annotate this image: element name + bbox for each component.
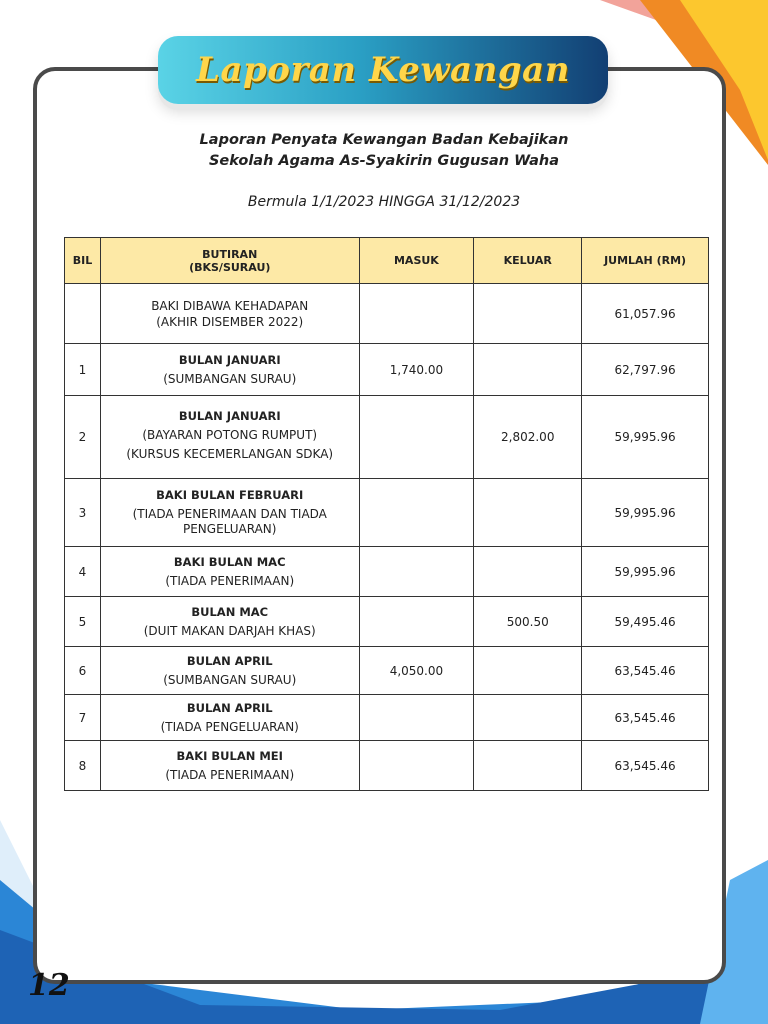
item-title: BULAN APRIL bbox=[186, 653, 273, 668]
cell-masuk bbox=[359, 284, 474, 344]
cell-butiran bbox=[100, 396, 359, 479]
item-detail: (AKHIR DISEMBER 2022) bbox=[156, 314, 304, 329]
item-title: BULAN JANUARI bbox=[178, 408, 281, 423]
cell-jumlah: 59,995.96 bbox=[582, 547, 709, 597]
report-period: Bermula 1/1/2023 HINGGA 31/12/2023 bbox=[247, 194, 521, 210]
cell-butiran bbox=[100, 695, 359, 741]
item-title: BAKI BULAN MAC bbox=[173, 554, 286, 569]
cell-butiran bbox=[100, 284, 359, 344]
cell-butiran bbox=[100, 741, 359, 791]
item-detail: (TIADA PENERIMAAN) bbox=[165, 573, 295, 588]
item-detail: BAKI DIBAWA KEHADAPAN bbox=[151, 298, 309, 313]
cell-masuk: 1,740.00 bbox=[359, 344, 474, 396]
item-title: BULAN JANUARI bbox=[178, 352, 281, 367]
cell-bil bbox=[65, 284, 101, 344]
item-detail: (DUIT MAKAN DARJAH KHAS) bbox=[143, 623, 316, 638]
cell-masuk bbox=[359, 479, 474, 547]
item-detail: (SUMBANGAN SURAU) bbox=[163, 672, 297, 687]
header-butiran: BUTIRAN (BKS/SURAU) bbox=[100, 238, 359, 284]
cell-masuk bbox=[359, 741, 474, 791]
cell-butiran bbox=[100, 479, 359, 547]
cell-bil: 3 bbox=[65, 479, 101, 547]
cell-butiran bbox=[100, 547, 359, 597]
cell-bil: 6 bbox=[65, 647, 101, 695]
cell-keluar bbox=[474, 284, 582, 344]
table-row bbox=[65, 396, 709, 479]
item-detail: (TIADA PENERIMAAN DAN TIADA PENGELUARAN) bbox=[132, 507, 327, 536]
banner-title: Laporan Kewangan bbox=[196, 50, 570, 90]
cell-masuk bbox=[359, 547, 474, 597]
header-bil: BIL bbox=[65, 238, 101, 284]
cell-keluar bbox=[474, 344, 582, 396]
cell-masuk: 4,050.00 bbox=[359, 647, 474, 695]
heading-line-2: Sekolah Agama As-Syakirin Gugusan Waha bbox=[208, 153, 560, 169]
cell-butiran bbox=[100, 647, 359, 695]
heading-line-1: Laporan Penyata Kewangan Badan Kebajikan bbox=[199, 132, 569, 148]
table-row bbox=[65, 479, 709, 547]
cell-jumlah: 59,995.96 bbox=[582, 479, 709, 547]
cell-bil: 1 bbox=[65, 344, 101, 396]
item-detail: (KURSUS KECEMERLANGAN SDKA) bbox=[126, 446, 334, 461]
cell-masuk bbox=[359, 396, 474, 479]
cell-jumlah: 59,995.96 bbox=[582, 396, 709, 479]
cell-keluar bbox=[474, 479, 582, 547]
report-heading bbox=[100, 130, 668, 172]
cell-bil: 2 bbox=[65, 396, 101, 479]
cell-masuk bbox=[359, 695, 474, 741]
cell-bil: 8 bbox=[65, 741, 101, 791]
title-banner bbox=[158, 36, 608, 104]
table-row bbox=[65, 741, 709, 791]
header-jumlah: JUMLAH (RM) bbox=[582, 238, 709, 284]
item-title: BAKI BULAN FEBRUARI bbox=[156, 488, 304, 502]
page-number: 12 bbox=[28, 968, 70, 1003]
table-body bbox=[65, 284, 709, 791]
table-row bbox=[65, 284, 709, 344]
cell-keluar bbox=[474, 547, 582, 597]
cell-butiran bbox=[100, 344, 359, 396]
cell-keluar: 2,802.00 bbox=[474, 396, 582, 479]
cell-keluar: 500.50 bbox=[474, 597, 582, 647]
table-header-row bbox=[65, 238, 709, 284]
item-title: BAKI BULAN MEI bbox=[176, 748, 283, 763]
item-detail: (TIADA PENERIMAAN) bbox=[165, 767, 295, 782]
financial-table bbox=[64, 237, 709, 791]
header-keluar: KELUAR bbox=[474, 238, 582, 284]
item-detail: (TIADA PENGELUARAN) bbox=[160, 719, 299, 734]
item-detail: (SUMBANGAN SURAU) bbox=[163, 371, 297, 386]
item-title: BULAN APRIL bbox=[186, 700, 273, 715]
cell-keluar bbox=[474, 695, 582, 741]
cell-keluar bbox=[474, 741, 582, 791]
cell-keluar bbox=[474, 647, 582, 695]
header-masuk: MASUK bbox=[359, 238, 474, 284]
table-row bbox=[65, 344, 709, 396]
cell-masuk bbox=[359, 597, 474, 647]
cell-jumlah: 63,545.46 bbox=[582, 695, 709, 741]
cell-jumlah: 63,545.46 bbox=[582, 741, 709, 791]
table-row bbox=[65, 547, 709, 597]
cell-bil: 5 bbox=[65, 597, 101, 647]
cell-bil: 4 bbox=[65, 547, 101, 597]
cell-butiran bbox=[100, 597, 359, 647]
item-title: BULAN MAC bbox=[191, 604, 269, 619]
table-row bbox=[65, 647, 709, 695]
cell-jumlah: 62,797.96 bbox=[582, 344, 709, 396]
cell-jumlah: 63,545.46 bbox=[582, 647, 709, 695]
cell-bil: 7 bbox=[65, 695, 101, 741]
table-row bbox=[65, 597, 709, 647]
table-row bbox=[65, 695, 709, 741]
item-detail: (BAYARAN POTONG RUMPUT) bbox=[142, 427, 318, 442]
cell-jumlah: 61,057.96 bbox=[582, 284, 709, 344]
cell-jumlah: 59,495.46 bbox=[582, 597, 709, 647]
